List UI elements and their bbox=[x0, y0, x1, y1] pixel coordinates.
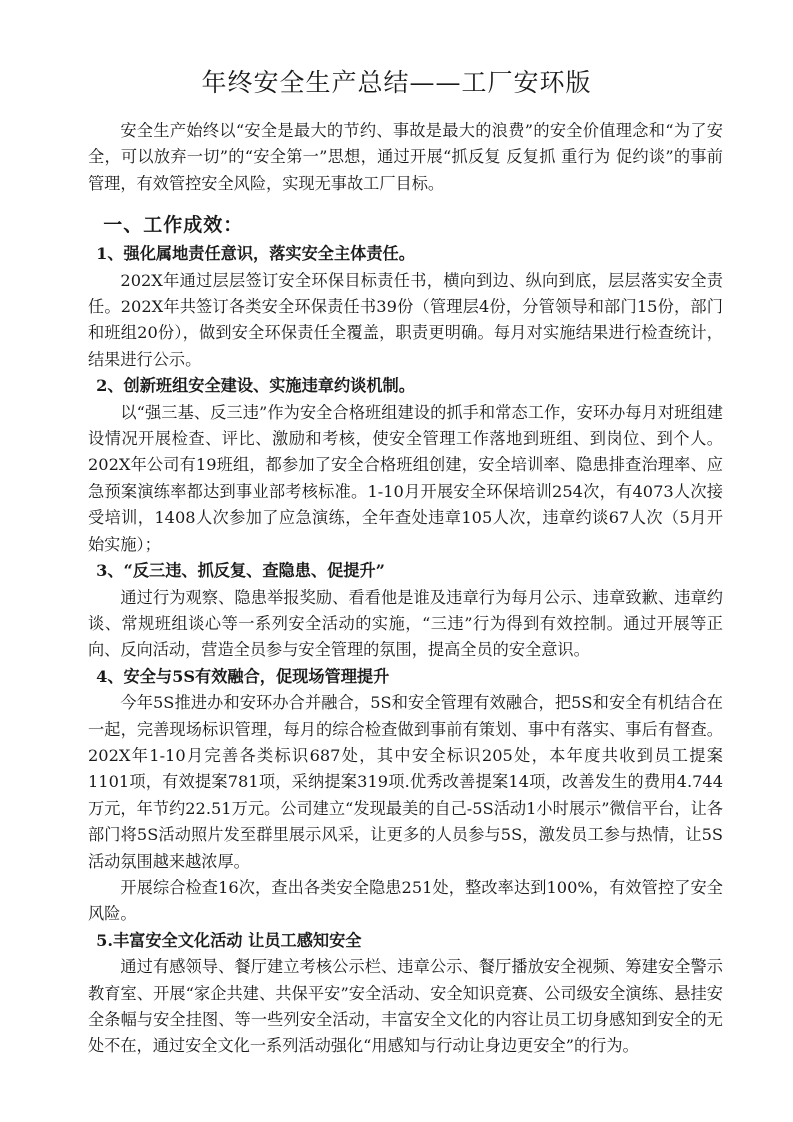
item-1-heading: 1、强化属地责任意识，落实安全主体责任。 bbox=[96, 244, 415, 264]
item-4-heading: 4、安全与5S有效融合，促现场管理提升 bbox=[96, 666, 390, 686]
item-5-paragraph: 通过有感领导、餐厅建立考核公示栏、违章公示、餐厅播放安全视频、筹建安全警示教育室、开展“家企共建、共保平安”安全活动、安全知识竞赛、公司级安全演练、悬挂安全条幅与安全挂图、等一些列安全活动，丰富安全文化的内容让员工切身感知到安全的无处不在，通过安全文化一系列活动强化“用感知与行动让身边更安全”的行为。 bbox=[88, 957, 723, 1056]
item-3-paragraph: 通过行为观察、隐患举报奖励、看看他是谁及违章行为每月公示、违章致歉、违章约谈、常规班组谈心等一系列安全活动的实施，“三违”行为得到有效控制。通过开展等正向、反向活动，营造全员参与安全管理的氛围，提高全员的安全意识。 bbox=[88, 587, 723, 660]
item-5-heading: 5.丰富安全文化活动 让员工感知安全 bbox=[96, 930, 362, 950]
item-4-paragraph-1: 今年5S推进办和安环办合并融合，5S和安全管理有效融合，把5S和安全有机结合在一起，完善现场标识管理，每月的综合检查做到事前有策划、事中有落实、事后有督查。202X年1-10月完善各类标识687处，其中安全标识205处，本年度共收到员工提案1101项，有效提案781项，采纳提案319项.优秀改善提案14项，改善发生的费用4.744万元，年节约22.51万元。公司建立“发现最美的自己-5S活动1小时展示”微信平台，让各部门将5S活动照片发至群里展示风采，让更多的人员参与5S，激发员工参与热情，让5S活动氛围越来越浓厚。 bbox=[88, 693, 723, 871]
item-1-paragraph: 202X年通过层层签订安全环保目标责任书，横向到边、纵向到底，层层落实安全责任。202X年共签订各类安全环保责任书39份（管理层4份，分管领导和部门15份，部门和班组20份），做到安全环保责任全覆盖，职责更明确。每月对实施结果进行检查统计，结果进行公示。 bbox=[88, 270, 723, 369]
document-body bbox=[88, 118, 723, 1060]
intro-paragraph: 安全生产始终以“安全是最大的节约、事故是最大的浪费”的安全价值理念和“为了安全，可以放弃一切”的“安全第一”思想，通过开展“抓反复 反复抓 重行为 促约谈”的事前管理，有效管控安全风险，实现无事故工厂目标。 bbox=[88, 121, 723, 193]
item-4-paragraph-2: 开展综合检查16次，查出各类安全隐患251处，整改率达到100%，有效管控了安全风险。 bbox=[88, 877, 723, 924]
item-2-paragraph: 以“强三基、反三违”作为安全合格班组建设的抓手和常态工作，安环办每月对班组建设情况开展检查、评比、激励和考核，使安全管理工作落地到班组、到岗位、到个人。202X年公司有19班组，都参加了安全合格班组创建，安全培训率、隐患排查治理率、应急预案演练率都达到事业部考核标准。1-10月开展安全环保培训254次，有4073人次接受培训，1408人次参加了应急演练，全年查处违章105人次，违章约谈67人次（5月开始实施）； bbox=[88, 402, 723, 554]
section-heading: 一、工作成效： bbox=[103, 214, 244, 237]
page-title: 年终安全生产总结——工厂安环版 bbox=[201, 68, 592, 97]
item-3-heading: 3、“反三违、抓反复、查隐患、促提升” bbox=[96, 561, 385, 581]
item-2-heading: 2、创新班组安全建设、实施违章约谈机制。 bbox=[96, 376, 415, 396]
